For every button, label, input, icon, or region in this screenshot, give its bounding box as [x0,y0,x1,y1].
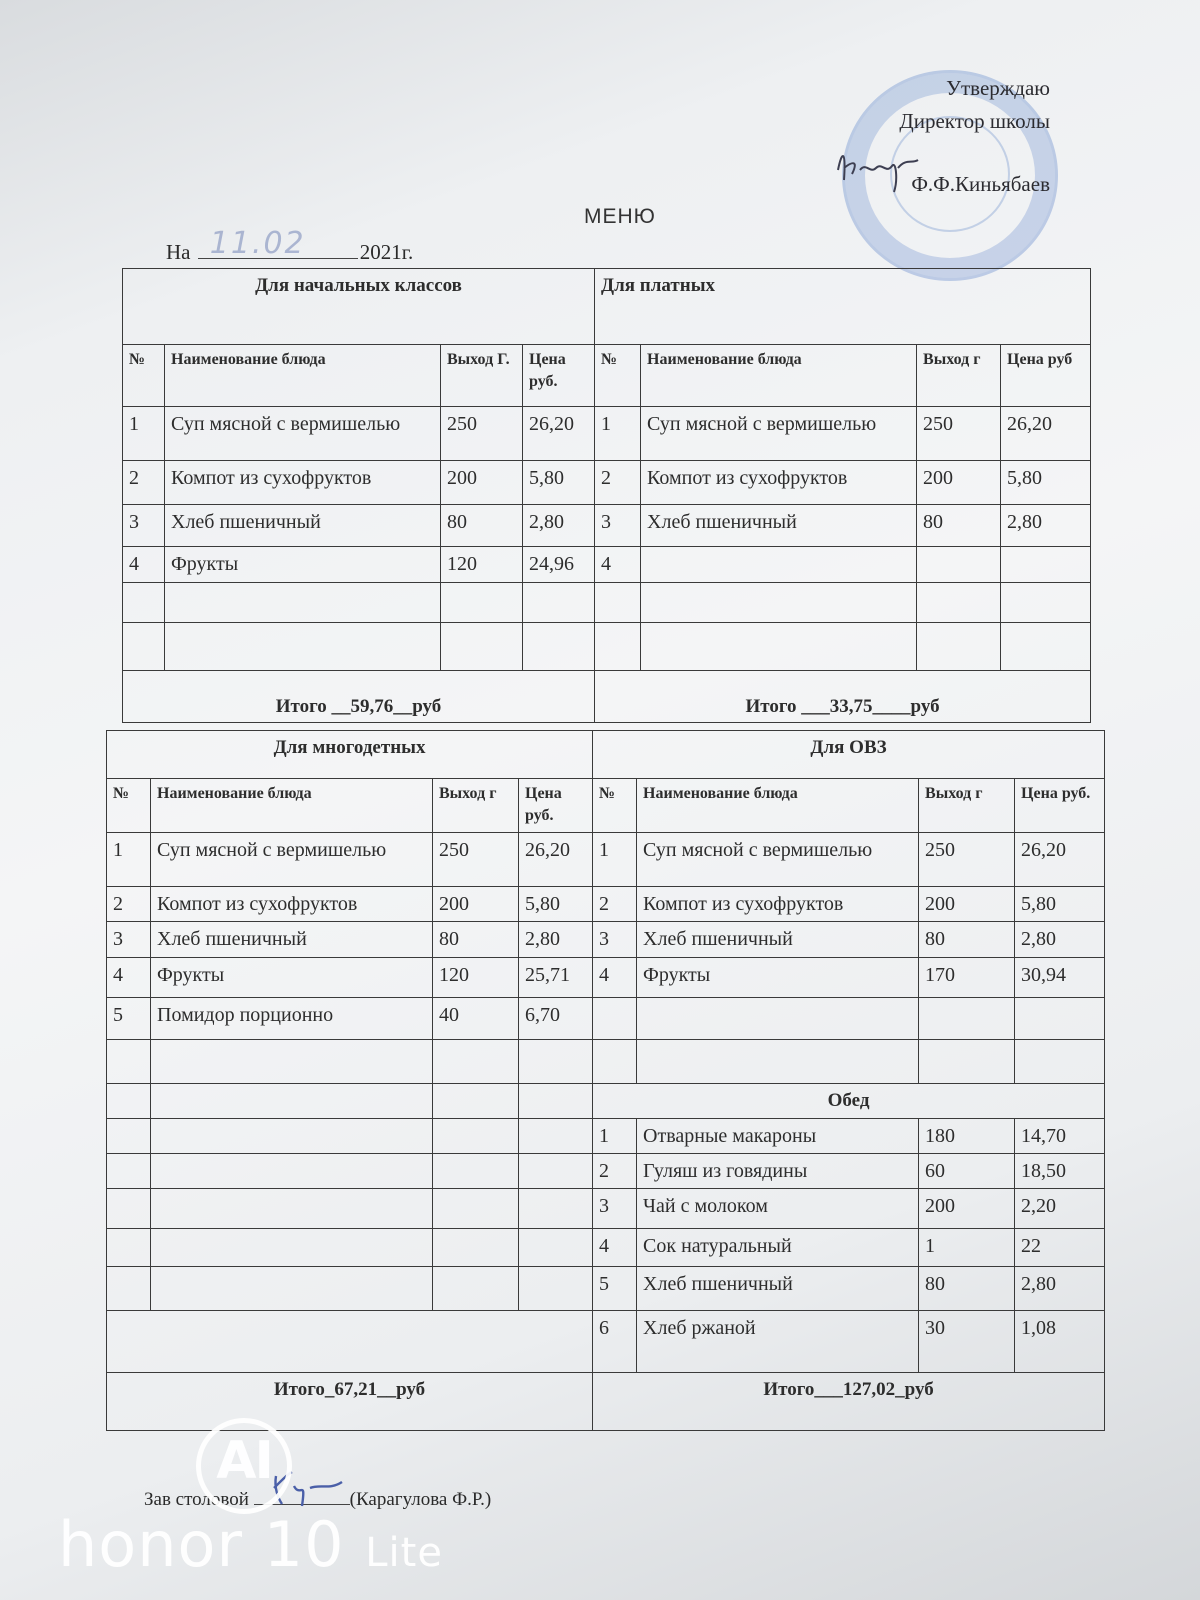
row-num: 2 [593,887,637,922]
table-row [107,1119,1105,1154]
table-row-empty [123,623,1091,671]
row-yield: 200 [919,1189,1015,1229]
menu-table-top [122,268,1091,723]
row-price: 14,70 [1015,1119,1105,1154]
row-num: 4 [593,1229,637,1267]
row-dish: Сок натуральный [637,1229,919,1267]
total-primary: Итого __59,76__руб [123,671,595,723]
section-title-primary: Для начальных классов [123,269,595,345]
lunch-title: Обед [593,1084,1105,1119]
section-title-ovz: Для ОВЗ [593,731,1105,779]
row-num: 6 [593,1311,637,1373]
row-num: 1 [595,407,641,461]
date-line [166,226,414,265]
row-price: 30,94 [1015,958,1105,998]
row-yield: 200 [919,887,1015,922]
row-price: 2,80 [523,505,595,547]
row-yield: 80 [433,922,519,958]
total-large: Итого_67,21__руб [107,1373,593,1431]
approval-block [899,72,1050,201]
row-dish: Суп мясной с вермишелью [151,833,433,887]
table-row [123,547,1091,583]
col-header-yield: Выход г [919,779,1015,833]
row-price: 22 [1015,1229,1105,1267]
row-dish: Чай с молоком [637,1189,919,1229]
row-yield: 250 [917,407,1001,461]
camera-brand-watermark [58,1508,443,1581]
section-title-paid: Для платных [595,269,1091,345]
row-price: 5,80 [1001,461,1091,505]
row-yield [917,547,1001,583]
col-header-dish: Наименование блюда [165,345,441,407]
row-yield: 120 [441,547,523,583]
row-yield: 120 [433,958,519,998]
row-price: 2,20 [1015,1189,1105,1229]
table-row [107,1189,1105,1229]
row-yield: 250 [441,407,523,461]
row-dish: Компот из сухофруктов [637,887,919,922]
row-dish: Гуляш из говядины [637,1154,919,1189]
col-header-num: № [593,779,637,833]
row-price: 26,20 [1001,407,1091,461]
col-header-dish: Наименование блюда [637,779,919,833]
date-prefix: На [166,240,191,264]
row-num: 2 [595,461,641,505]
col-header-price: Цена руб [1001,345,1091,407]
row-num: 5 [107,998,151,1040]
table-row [107,1229,1105,1267]
menu-table-bottom [106,730,1105,1431]
row-num: 2 [107,887,151,922]
col-header-yield: Выход г [433,779,519,833]
row-yield: 180 [919,1119,1015,1154]
row-price: 2,80 [1015,1267,1105,1311]
row-yield: 30 [919,1311,1015,1373]
row-yield: 60 [919,1154,1015,1189]
row-price: 2,80 [519,922,593,958]
row-dish: Хлеб пшеничный [151,922,433,958]
row-num: 3 [107,922,151,958]
row-num: 3 [123,505,165,547]
row-dish: Хлеб пшеничный [637,1267,919,1311]
row-num: 1 [123,407,165,461]
row-dish: Отварные макароны [637,1119,919,1154]
table-row [107,833,1105,887]
row-dish: Компот из сухофруктов [165,461,441,505]
camera-ai-logo-text: AI [216,1431,272,1491]
row-price: 5,80 [519,887,593,922]
table-row [107,887,1105,922]
total-ovz: Итого___127,02_руб [593,1373,1105,1431]
row-price: 2,80 [1015,922,1105,958]
row-dish: Компот из сухофруктов [151,887,433,922]
row-num: 1 [593,833,637,887]
table-row [107,1154,1105,1189]
row-num: 4 [595,547,641,583]
row-num: 4 [593,958,637,998]
col-header-dish: Наименование блюда [641,345,917,407]
row-num: 1 [107,833,151,887]
row-dish: Суп мясной с вермишелью [637,833,919,887]
row-yield: 80 [919,1267,1015,1311]
table-row [107,922,1105,958]
row-dish [641,547,917,583]
col-header-price: Цена руб. [1015,779,1105,833]
row-yield: 250 [433,833,519,887]
row-num: 3 [593,1189,637,1229]
table-row [107,1311,1105,1373]
row-dish: Суп мясной с вермишелью [165,407,441,461]
row-dish: Фрукты [165,547,441,583]
table-row-empty [107,1040,1105,1084]
col-header-dish: Наименование блюда [151,779,433,833]
col-header-num: № [595,345,641,407]
page-title: МЕНЮ [584,205,656,228]
row-price [1001,547,1091,583]
row-price: 5,80 [1015,887,1105,922]
row-num: 3 [593,922,637,958]
row-yield: 250 [919,833,1015,887]
row-dish: Фрукты [151,958,433,998]
row-price: 1,08 [1015,1311,1105,1373]
approval-line-approve: Утверждаю [946,76,1050,100]
row-yield: 80 [917,505,1001,547]
col-header-yield: Выход Г. [441,345,523,407]
row-price: 5,80 [523,461,595,505]
approval-line-name: Ф.Ф.Киньябаев [911,172,1050,196]
table-row-empty [123,583,1091,623]
table-row [107,998,1105,1040]
row-dish: Фрукты [637,958,919,998]
col-header-yield: Выход г [917,345,1001,407]
row-num: 3 [595,505,641,547]
row-yield: 200 [917,461,1001,505]
row-dish: Хлеб пшеничный [165,505,441,547]
table-row [107,1267,1105,1311]
approval-line-position: Директор школы [899,109,1050,133]
row-price: 6,70 [519,998,593,1040]
col-header-price: Цена руб. [519,779,593,833]
canteen-head-name: (Карагулова Ф.Р.) [349,1489,492,1510]
col-header-num: № [123,345,165,407]
table-row [123,407,1091,461]
row-yield: 80 [919,922,1015,958]
row-yield: 80 [441,505,523,547]
row-dish: Хлеб пшеничный [637,922,919,958]
row-yield: 200 [433,887,519,922]
row-num: 4 [123,547,165,583]
row-yield: 40 [433,998,519,1040]
row-num: 5 [593,1267,637,1311]
row-yield: 1 [919,1229,1015,1267]
row-dish: Суп мясной с вермишелью [641,407,917,461]
row-yield: 200 [441,461,523,505]
row-price: 2,80 [1001,505,1091,547]
total-paid: Итого ___33,75____руб [595,671,1091,723]
row-num: 2 [593,1154,637,1189]
row-num: 1 [593,1119,637,1154]
camera-model-name: Lite [365,1530,443,1576]
row-dish: Компот из сухофруктов [641,461,917,505]
row-price: 26,20 [1015,833,1105,887]
row-dish: Помидор порционно [151,998,433,1040]
table-row [107,958,1105,998]
row-yield: 170 [919,958,1015,998]
row-dish: Хлеб пшеничный [641,505,917,547]
col-header-price: Цена руб. [523,345,595,407]
date-suffix: 2021г. [359,240,414,264]
row-price: 24,96 [523,547,595,583]
row-price: 25,71 [519,958,593,998]
row-num: 2 [123,461,165,505]
date-handwritten: 11.02 [209,226,306,261]
section-title-large: Для многодетных [107,731,593,779]
canteen-head-label: Зав столовой [144,1489,249,1510]
table-row [123,505,1091,547]
camera-brand-name: honor 10 [58,1508,345,1581]
date-blank [198,226,358,261]
row-price: 26,20 [519,833,593,887]
row-price: 26,20 [523,407,595,461]
row-num: 4 [107,958,151,998]
col-header-num: № [107,779,151,833]
row-price: 18,50 [1015,1154,1105,1189]
table-row [123,461,1091,505]
row-dish: Хлеб ржаной [637,1311,919,1373]
